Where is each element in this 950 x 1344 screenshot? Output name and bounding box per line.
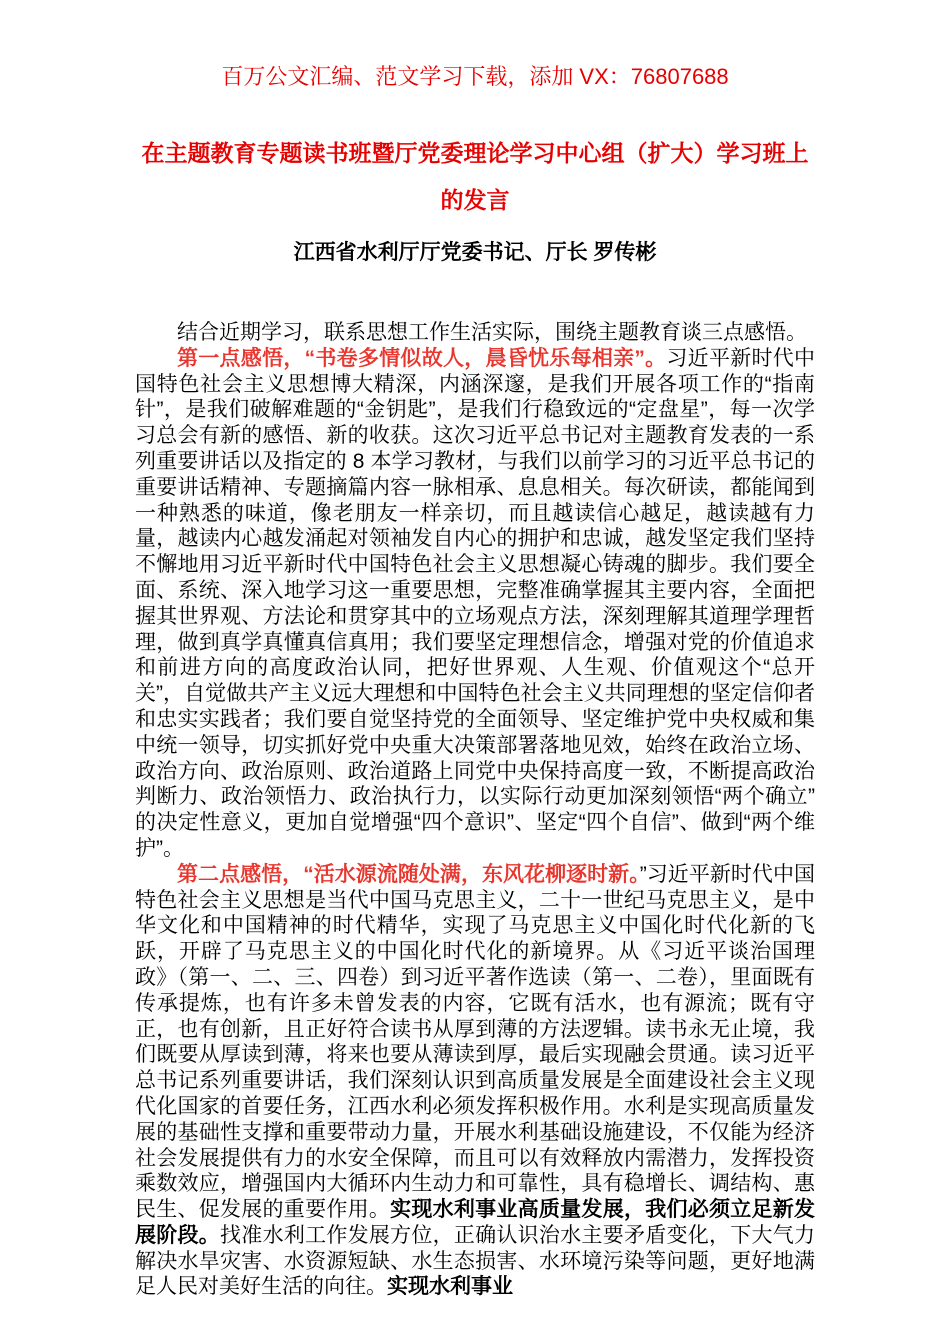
text-run-normal: 结合近期学习，联系思想工作生活实际，围绕主题教育谈三点感悟。: [177, 321, 807, 344]
body-paragraph: [135, 320, 815, 346]
document-title: [120, 130, 830, 224]
author-line: 江西省水利厅厅党委书记、厅长 罗传彬: [293, 241, 657, 264]
document-body: [135, 320, 815, 1300]
title-line-1: 在主题教育专题读书班暨厅党委理论学习中心组（扩大）学习班上: [141, 140, 809, 166]
body-paragraph: [135, 862, 815, 1301]
text-run-normal: 找准水利工作发展方位，正确认识治水主要矛盾变化，下大气力解决水旱灾害、水资源短缺、水生态损害、水环境污染等问题，更好地满足人民对美好生活的向往。: [135, 1223, 816, 1299]
body-paragraph: [135, 346, 815, 862]
text-run-bold: 实现水利事业高质量发展，我们必须立足新发展阶段。: [135, 1198, 816, 1247]
text-run-bold: 实现水利事业: [387, 1275, 513, 1299]
text-run-normal: ”习近平新时代中国特色社会主义思想是当代中国马克思主义，二十一世纪马克思主义，是中华文化和中国精神的时代精华，实现了马克思主义中国化时代化新的飞跃，开辟了马克思主义的中国化时代化的新境界。从《习近平谈治国理政》（第一、二、三、四卷）到习近平著作选读（第一、二卷），里面既有传承提炼，也有许多未曾发表的内容，它既有活水，也有源流；既有守正，也有创新，且正好符合读书从厚到薄的方法逻辑。读书永无止境，我们既要从厚读到薄，将来也要从薄读到厚，最后实现融会贯通。读习近平总书记系列重要讲话，我们深刻认识到高质量发展是全面建设社会主义现代化国家的首要任务，江西水利必须发挥积极作用。水利是实现高质量发展的基础性支撑和重要带动力量，开展水利基础设施建设，不仅能为经济社会发展提供有力的水安全保障，而且可以有效释放内需潜力，发挥投资乘数效应，增强国内大循环内生动力和可靠性，具有稳增长、调结构、惠民生、促发展的重要作用。: [135, 862, 816, 1222]
watermark-notice: 百万公文汇编、范文学习下载，添加 VX：76807688: [221, 64, 729, 89]
text-run-red-bold: 第一点感悟，“书卷多情似故人，晨昏忧乐每相亲”。: [177, 346, 667, 370]
text-run-red-bold: 第二点感悟，“活水源流随处满，东风花柳逐时新。: [177, 862, 640, 886]
text-run-normal: 习近平新时代中国特色社会主义思想博大精深，内涵深邃，是我们开展各项工作的“指南针”，是我们破解难题的“金钥匙”，是我们行稳致远的“定盘星”，每一次学习总会有新的感悟、新的收获。这次习近平总书记对主题教育发表的一系列重要讲话以及指定的 8 本学习教材，与我们以前学习的习近平总书记的重要讲话精神、专题摘篇内容一脉相承、息息相关。每次研读，都能闻到一种熟悉的味道，像老朋友一样亲切，而且越读信心越足，越读越有力量，越读内心越发涌起对领袖发自内心的拥护和忠诚，越发坚定我们坚持不懈地用习近平新时代中国特色社会主义思想凝心铸魂的脚步。我们要全面、系统、深入地学习这一重要思想，完整准确掌握其主要内容，全面把握其世界观、方法论和贯穿其中的立场观点方法，深刻理解其道理学理哲理，做到真学真懂真信真用；我们要坚定理想信念，增强对党的价值追求和前进方向的高度政治认同，把好世界观、人生观、价值观这个“总开关”，自觉做共产主义远大理想和中国特色社会主义共同理想的坚定信仰者和忠实实践者；我们要自觉坚持党的全面领导、坚定维护党中央权威和集中统一领导，切实抓好党中央重大决策部署落地见效，始终在政治立场、政治方向、政治原则、政治道路上同党中央保持高度一致，不断提高政治判断力、政治领悟力、政治执行力，以实际行动更加深刻领悟“两个确立”的决定性意义，更加自觉增强“四个意识”、坚定“四个自信”、做到“两个维护”。: [135, 346, 816, 860]
title-line-2: 的发言: [440, 187, 510, 213]
